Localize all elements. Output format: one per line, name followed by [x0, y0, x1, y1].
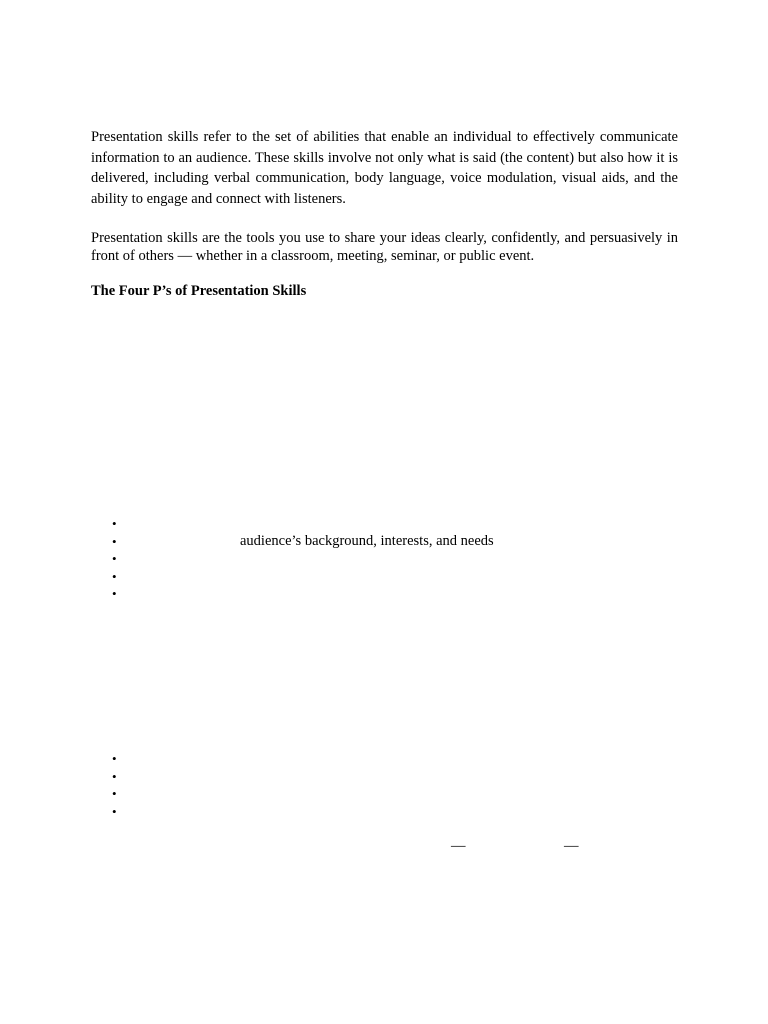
- intro-paragraph: Presentation skills refer to the set of abilities that enable an individual to effectively communicate information to an audience. These skills involve not only what is said (the content) but also how it is delivered, including verbal communication, body language, voice modulation, visual aids, and the ability to engage and connect with listeners.: [91, 129, 678, 207]
- bullet-icon: •: [112, 516, 117, 531]
- section-heading: The Four P’s of Presentation Skills: [91, 283, 307, 299]
- bullet-icon: •: [112, 803, 117, 819]
- bullet-icon: •: [112, 751, 117, 766]
- bullet-icon: •: [112, 586, 117, 601]
- bullet-icon: •: [112, 551, 117, 566]
- em-dash: —: [451, 838, 466, 854]
- bullet-icon: •: [112, 786, 117, 801]
- tools-paragraph: Presentation skills are the tools you use to share your ideas clearly, confidently, and persuasively in front of others — whether in a classroom, meeting, seminar, or public event.: [91, 230, 678, 264]
- list-item-text: audience’s background, interests, and needs: [240, 532, 494, 549]
- bullet-icon: •: [112, 768, 117, 784]
- bullet-icon: •: [112, 568, 117, 584]
- em-dash: —: [564, 838, 579, 854]
- bullet-icon: •: [112, 533, 117, 549]
